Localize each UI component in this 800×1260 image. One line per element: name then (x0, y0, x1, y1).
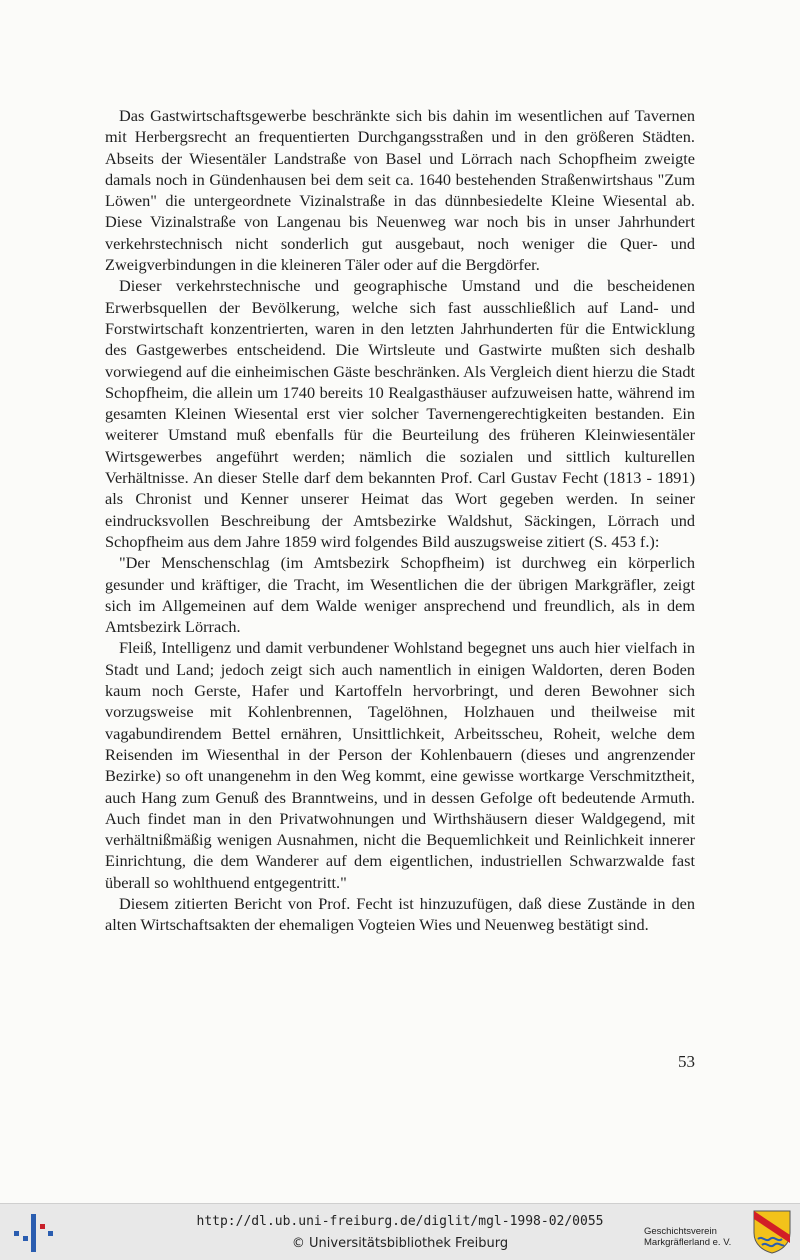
paragraph-3: "Der Menschenschlag (im Amtsbezirk Schopfheim) ist durchweg ein körperlich gesunder und kräftiger, die Tracht, im Wesentlichen die der übrigen Markgräfler, zeigt sich im Allgemeinen auf dem Walde weniger ansprechend und freundlich, als in dem Amtsbezirk Lörrach. (105, 553, 695, 637)
society-line-1: Geschichtsverein (644, 1226, 717, 1237)
page-number: 53 (678, 1052, 695, 1071)
document-url[interactable]: http://dl.ub.uni-freiburg.de/diglit/mgl-1998-02/0055 (196, 1214, 604, 1229)
society-line-2: Markgräflerland e. V. (644, 1237, 732, 1248)
viewer-footer (0, 1203, 800, 1260)
body-text (105, 105, 695, 936)
paragraph-5: Diesem zitierten Bericht von Prof. Fecht ist hinzuzufügen, daß diese Zustände in den alten Wirtschaftsakten der ehemaligen Vogteien Wies und Neuenweg bestätigt sind. (105, 893, 695, 935)
society-name (644, 1226, 731, 1248)
paragraph-1: Das Gastwirtschaftsgewerbe beschränkte sich bis dahin im wesentlichen auf Tavernen mit Herbergsrecht an frequentierten Durchgangsstraßen und in den größeren Städten. Abseits der Wiesentäler Landstraße von Basel und Lörrach nach Schopfheim zweigte damals noch in Gündenhausen bei dem seit ca. 1640 bestehenden Straßenwirtshaus "Zum Löwen" die untergeordnete Vizinalstraße in das dünnbesiedelte Kleine Wiesental ab. Diese Vizinalstraße von Langenau bis Neuenweg war noch bis in unser Jahrhundert verkehrstechnisch nicht sonderlich gut ausgebaut, noch weniger die Quer- und Zweigverbindungen in die kleineren Täler oder auf die Bergdörfer. (105, 106, 695, 275)
paragraph-2: Dieser verkehrstechnische und geographische Umstand und die bescheidenen Erwerbsquellen der Bevölkerung, welche sich fast ausschließlich auf Land- und Forstwirtschaft konzentrierten, waren in den letzten Jahrhunderten für die Entwicklung des Gastgewerbes entscheidend. Die Wirtsleute und Gastwirte mußten sich deshalb vorwiegend auf die einheimischen Gäste beschränken. Als Vergleich dient hierzu die Stadt Schopfheim, die allein um 1740 bereits 10 Realgasthäuser aufzuweisen hatte, während im gesamten Kleinen Wiesental erst vier solcher Tavernengerechtigkeiten bestanden. Ein weiterer Umstand muß ebenfalls für die Beurteilung des früheren Kleinwiesentäler Wirtsgewerbes angeführt werden; nämlich die sozialen und sittlich kulturellen Verhältnisse. An dieser Stelle darf dem bekannten Prof. Carl Gustav Fecht (1813 - 1891) als Chronist und Kenner unserer Heimat das Wort gegeben werden. In seiner eindrucksvollen Beschreibung der Amtsbezirke Waldshut, Säckingen, Lörrach und Schopfheim aus dem Jahre 1859 wird folgendes Bild auszugsweise zitiert (S. 453 f.): (105, 276, 695, 551)
copyright-notice: © Universitätsbibliothek Freiburg (291, 1236, 509, 1251)
coat-of-arms-icon[interactable] (752, 1209, 792, 1255)
paragraph-4: Fleiß, Intelligenz und damit verbundener Wohlstand begegnet uns auch hier vielfach in Stadt und Land; jedoch zeigt sich auch namentlich in einigen Waldorten, deren Boden kaum noch Gerste, Hafer und Kartoffeln hervorbringt, und deren Bewohner sich vorzugsweise mit Kohlenbrennen, Tagelöhnen, Holzhauen und theilweise mit vagabundirendem Bettel ernähren, Unsittlichkeit, Arbeitsscheu, Roheit, welche dem Reisenden im Wiesenthal in der Person der Kohlenbauern (dieses und angrenzender Bezirke) so oft unangenehm in den Weg kommt, eine gewisse wortkarge Verschmitztheit, auch Hang zum Genuß des Branntweins, und in dessen Gefolge oft bedeutende Armuth. Auch findet man in den Privatwohnungen und Wirthshäusern dieser Waldgegend, mit verhältnißmäßig wenigen Ausnahmen, nicht die Bequemlichkeit und Reinlichkeit innerer Einrichtung, die dem Wanderer auf dem eigentlichen, industriellen Schwarzwalde fast überall so wohlthuend entgegentritt." (105, 638, 695, 892)
